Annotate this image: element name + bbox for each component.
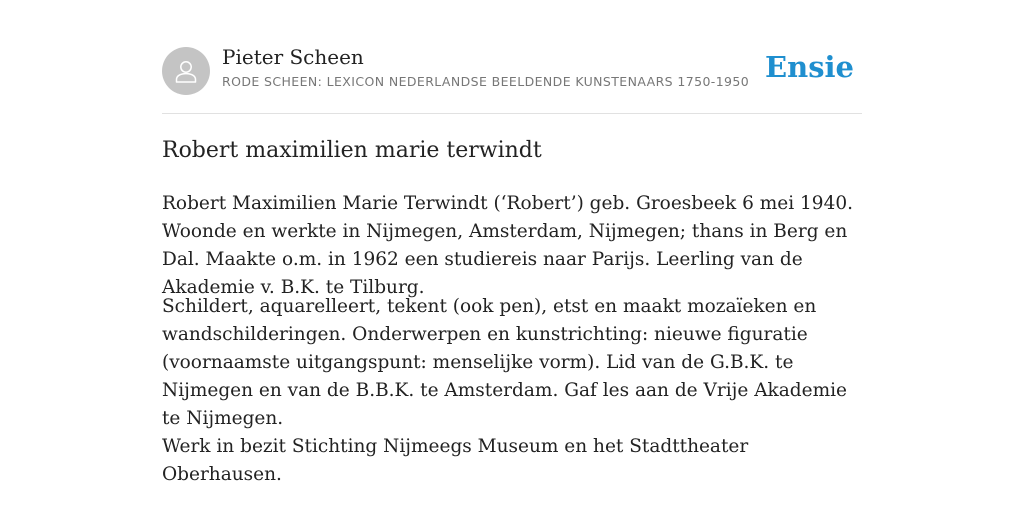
page-title: Robert maximilien marie terwindt	[162, 138, 542, 163]
header-divider	[162, 113, 862, 114]
article-paragraph-1: Robert Maximilien Marie Terwindt (‘Robert’) geb. Groesbeek 6 mei 1940. Woonde en werkte in Nijmegen, Amsterdam, Nijmegen; thans in Berg en Dal. Maakte o.m. in 1962 een studiereis naar Parijs. Leerling van de Akademie v. B.K. te Tilburg.	[162, 193, 853, 298]
author-name[interactable]: Pieter Scheen	[222, 45, 364, 69]
article-paragraph-2: Schildert, aquarelleert, tekent (ook pen), etst en maakt mozaïeken en wandschilderingen. Onderwerpen en kunstrichting: nieuwe figuratie (voornaamste uitgangspunt: menselijke vorm). Lid van de G.B.K. te Nijmegen en van de B.B.K. te Amsterdam. Gaf les aan de Vrije Akademie te Nijmegen.	[162, 296, 847, 429]
source-label[interactable]: RODE SCHEEN: LEXICON NEDERLANDSE BEELDENDE KUNSTENAARS 1750-1950	[222, 74, 750, 89]
article-paragraph-3: Werk in bezit Stichting Nijmeegs Museum en het Stadttheater Oberhausen.	[162, 436, 749, 485]
avatar[interactable]	[162, 47, 210, 95]
ensie-logo[interactable]: Ensie	[765, 50, 854, 84]
user-icon	[172, 57, 200, 85]
